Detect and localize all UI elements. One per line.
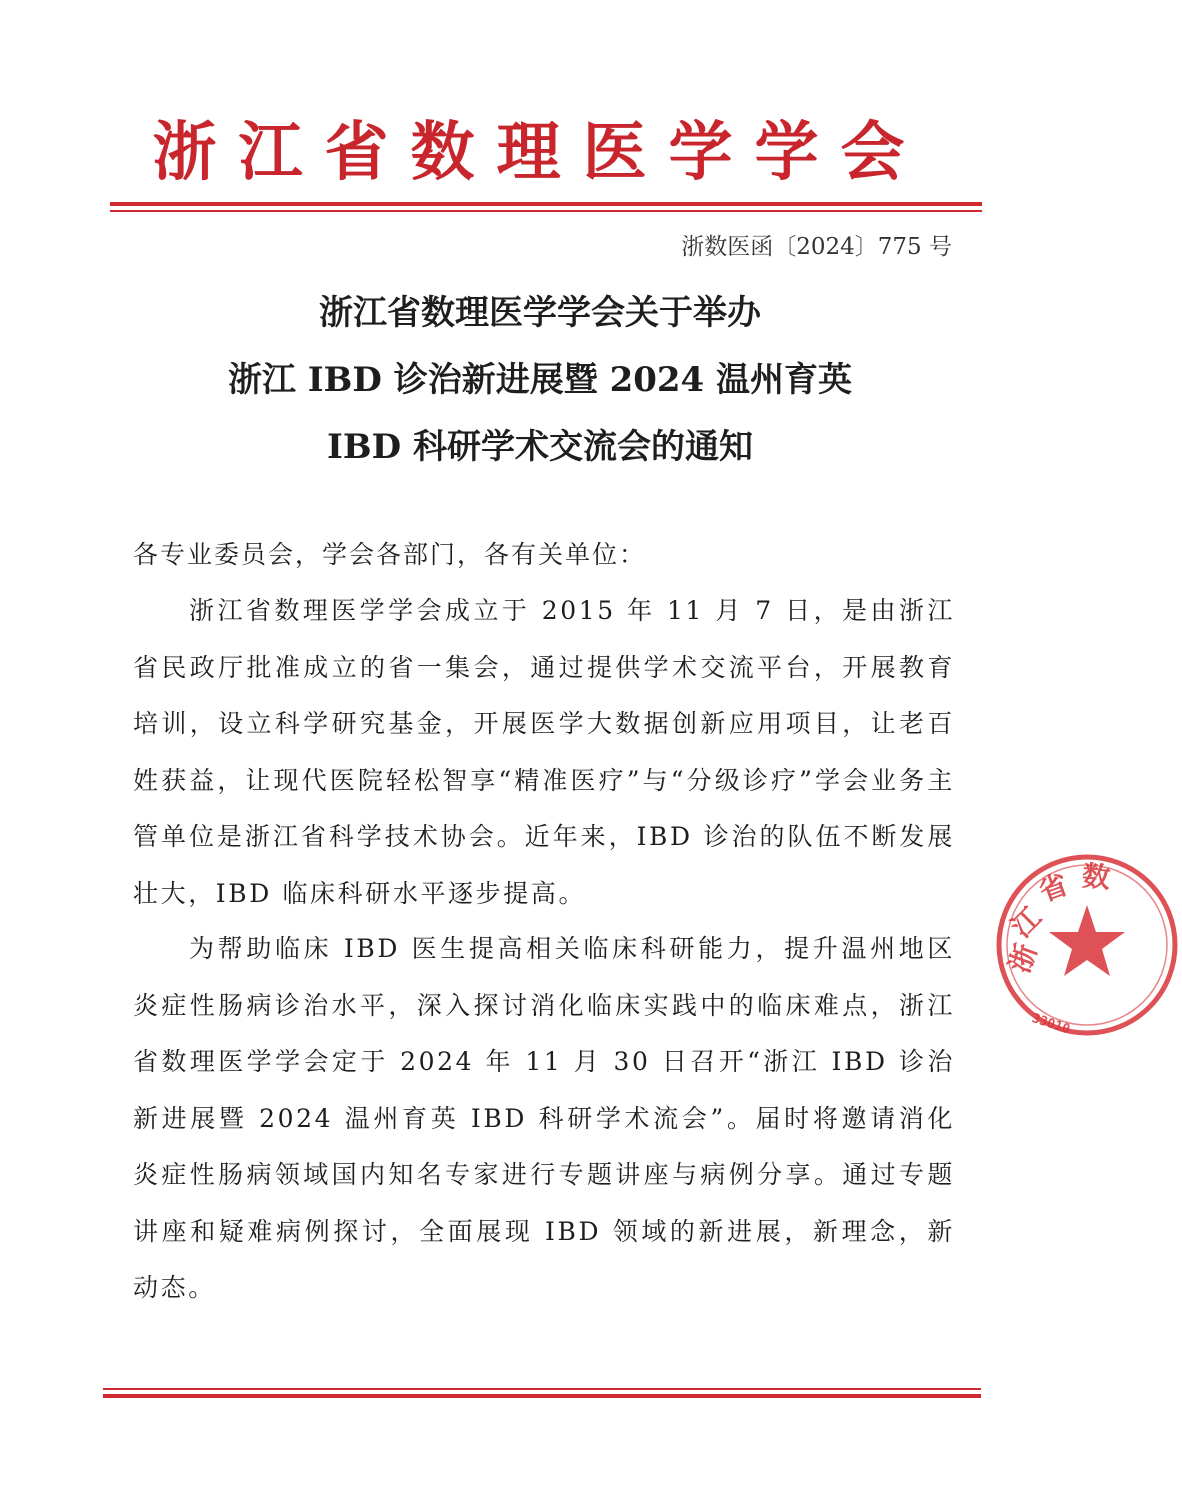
organization-header: 浙江省数理医学学会: [152, 115, 927, 190]
footer-red-rule: [103, 1394, 981, 1398]
title-line-3: IBD 科研学术交流会的通知: [327, 427, 753, 467]
header-red-rule-thin: [110, 210, 982, 212]
body-paragraph-1: 浙江省数理医学学会成立于 2015 年 11 月 7 日，是由浙江省民政厅批准成立的省一集会，通过提供学术交流平台，开展教育培训，设立科学研究基金，开展医学大数据创新应用项目，让老百姓获益，让现代医院轻松智享“精准医疗”与“分级诊疗”学会业务主管单位是浙江省科学技术协会。近年来，IBD 诊治的队伍不断发展壮大，IBD 临床科研水平逐步提高。: [133, 596, 955, 908]
svg-text:33010: 33010: [1029, 1011, 1072, 1038]
svg-text:浙: 浙: [1002, 939, 1044, 978]
document-number: 浙数医函〔2024〕775 号: [681, 234, 952, 260]
document-title: [100, 280, 980, 481]
svg-text:江: 江: [1004, 900, 1048, 944]
title-line-2: 浙江 IBD 诊治新进展暨 2024 温州育英: [227, 360, 853, 400]
title-line-1: 浙江省数理医学学会关于举办: [319, 293, 761, 333]
svg-text:省: 省: [1034, 867, 1073, 909]
body-paragraph-2: 为帮助临床 IBD 医生提高相关临床科研能力，提升温州地区炎症性肠病诊治水平，深入探讨消化临床实践中的临床难点，浙江省数理医学学会定于 2024 年 11 月 30 日召开“浙江 IBD 诊治新进展暨 2024 温州育英 IBD 科研学术流会”。届时将邀请消化炎症性肠病领域国内知名专家进行专题讲座与病例分享。通过专题讲座和疑难病例探讨，全面展现 IBD 领域的新进展，新理念，新动态。: [133, 934, 955, 1302]
svg-text:数: 数: [1080, 859, 1112, 895]
official-seal: [992, 850, 1182, 1040]
footer-red-rule-thin: [103, 1388, 981, 1390]
header-red-rule: [110, 202, 982, 206]
salutation: 各专业委员会，学会各部门，各有关单位：: [133, 540, 647, 569]
